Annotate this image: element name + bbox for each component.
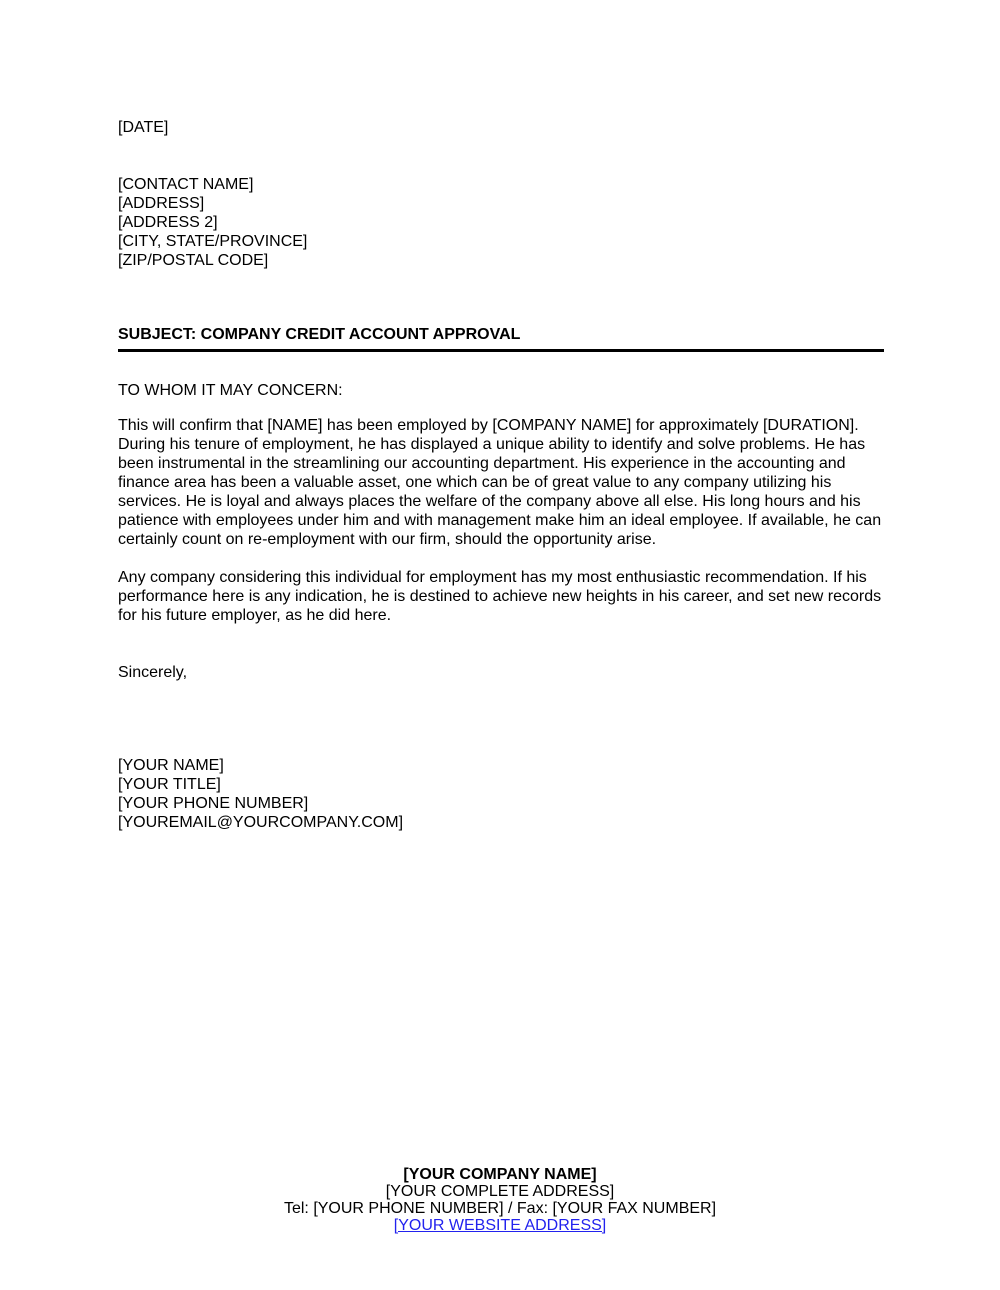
recipient-address-2: [ADDRESS 2] xyxy=(118,214,218,231)
body-paragraph-1: This will confirm that [NAME] has been employed by [COMPANY NAME] for approximately [DURATION]. During his tenure of employment, he has displayed a unique ability to identify and solve problems. He has been instrumental in the streamlining our accounting department. His experience in the accounting and finance area has been a valuable asset, one which can be of great value to any company utilizing his services. He is loyal and always places the welfare of the company above all else. His long hours and his patience with employees under him and with management make him an ideal employee. If available, he can certainly count on re-employment with our firm, should the opportunity arise. xyxy=(118,417,882,548)
recipient-zip-postal-code: [ZIP/POSTAL CODE] xyxy=(118,252,269,269)
footer-company-name: [YOUR COMPANY NAME] xyxy=(403,1166,597,1183)
signature-title: [YOUR TITLE] xyxy=(118,776,221,793)
footer-address: [YOUR COMPLETE ADDRESS] xyxy=(385,1183,615,1200)
signature-block xyxy=(118,756,884,832)
recipient-block xyxy=(118,175,884,270)
footer-website-link[interactable]: [YOUR WEBSITE ADDRESS] xyxy=(393,1217,607,1234)
recipient-city-state-province: [CITY, STATE/PROVINCE] xyxy=(118,233,308,250)
recipient-address: [ADDRESS] xyxy=(118,195,205,212)
signature-name: [YOUR NAME] xyxy=(118,757,224,774)
date-line: [DATE] xyxy=(118,119,169,136)
subject-divider xyxy=(118,349,884,352)
letter-footer xyxy=(0,1166,1000,1234)
salutation: TO WHOM IT MAY CONCERN: xyxy=(118,382,343,399)
recipient-contact-name: [CONTACT NAME] xyxy=(118,176,254,193)
footer-tel-fax: Tel: [YOUR PHONE NUMBER] / Fax: [YOUR FAX NUMBER] xyxy=(283,1200,717,1217)
subject-line: SUBJECT: COMPANY CREDIT ACCOUNT APPROVAL xyxy=(118,326,521,343)
closing: Sincerely, xyxy=(118,664,188,681)
body-paragraph-2: Any company considering this individual for employment has my most enthusiastic recommendation. If his performance here is any indication, he is destined to achieve new heights in his career, and set new records for his future employer, as he did here. xyxy=(118,569,882,624)
signature-phone: [YOUR PHONE NUMBER] xyxy=(118,795,309,812)
signature-email: [YOUREMAIL@YOURCOMPANY.COM] xyxy=(118,814,404,831)
